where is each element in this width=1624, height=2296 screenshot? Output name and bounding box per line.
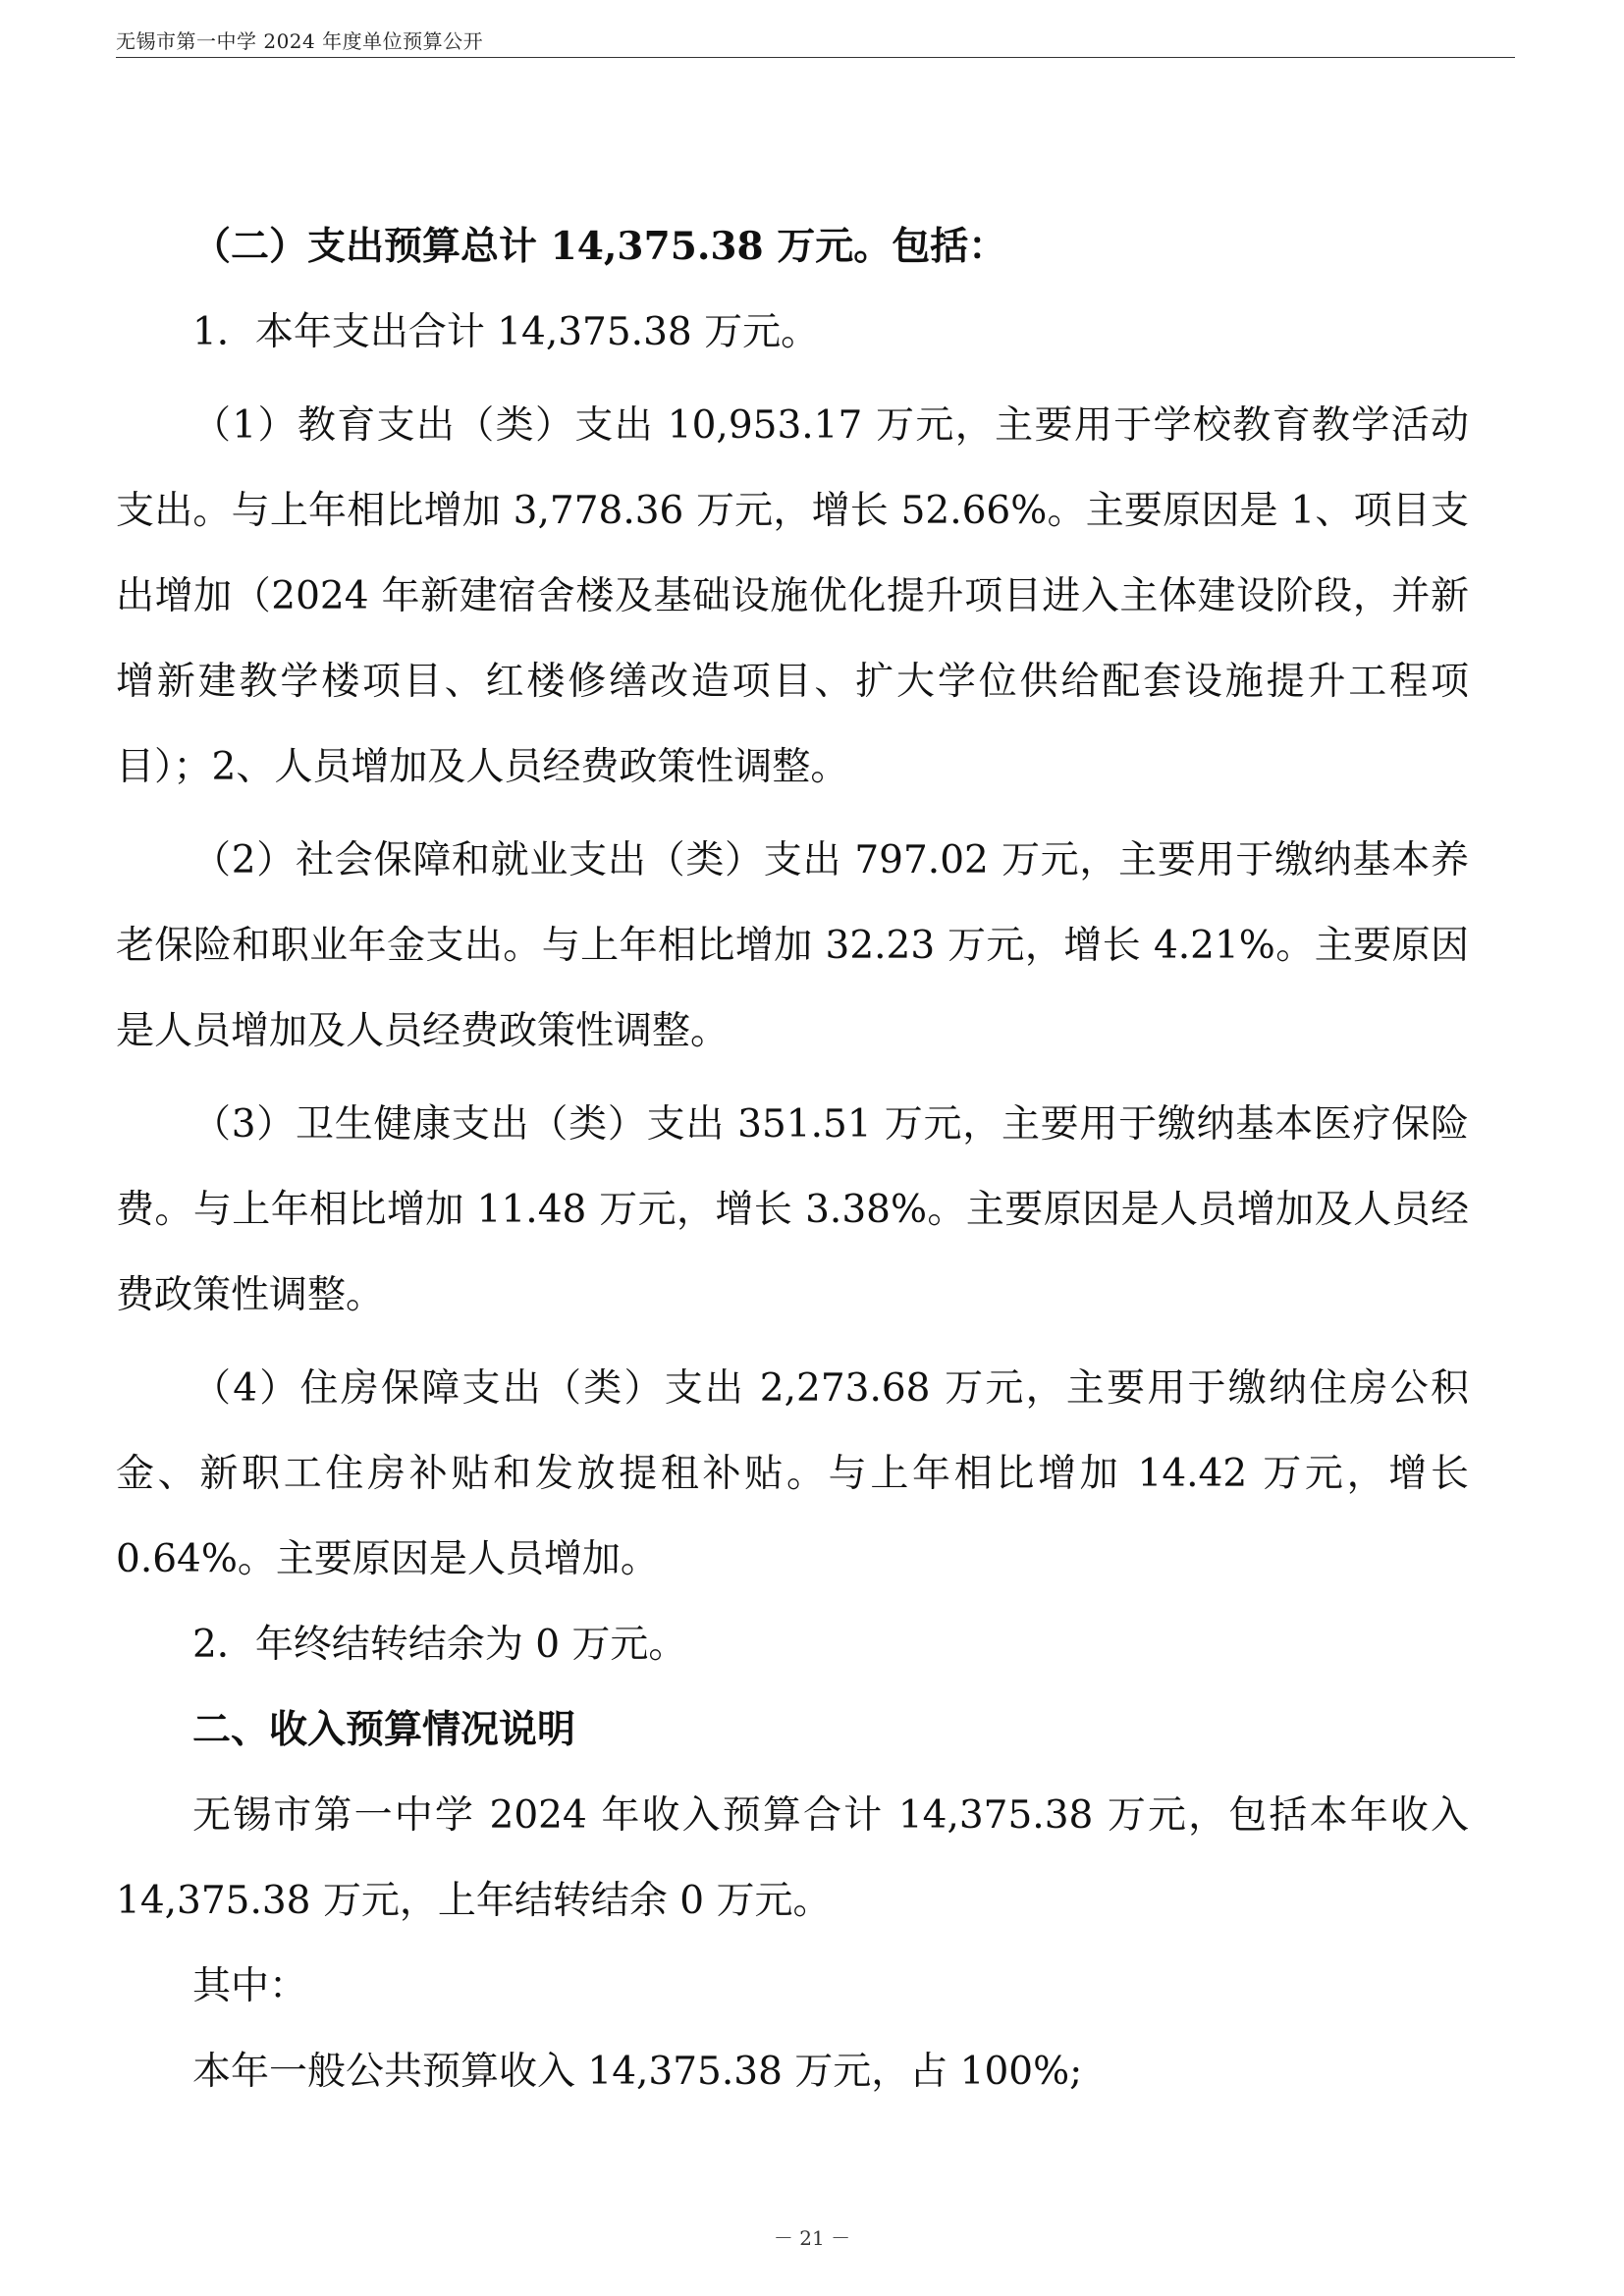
income-total: 无锡市第一中学 2024 年收入预算合计 14,375.38 万元，包括本年收入 14,375.38 万元，上年结转结余 0 万元。 — [116, 1793, 1469, 1923]
general-budget-income: 本年一般公共预算收入 14,375.38 万元，占 100%; — [192, 2050, 1083, 2094]
expenditure-total-heading: （二）支出预算总计 14,375.38 万元。包括： — [192, 224, 1007, 269]
page-number: － 21 － — [773, 2226, 851, 2250]
health-expenditure: （3）卫生健康支出（类）支出 351.51 万元，主要用于缴纳基本医疗保险费。与上年相比增加 11.48 万元，增长 3.38%。主要原因是人员增加及人员经费政策性调整。 — [116, 1102, 1469, 1317]
housing-expenditure: （4）住房保障支出（类）支出 2,273.68 万元，主要用于缴纳住房公积金、新职工住房补贴和发放提租补贴。与上年相比增加 14.42 万元，增长 0.64%。主要原因是人员增加。 — [116, 1366, 1469, 1581]
current-year-expenditure: 1．本年支出合计 14,375.38 万元。 — [192, 310, 820, 354]
body-text — [116, 204, 1469, 2114]
of-which-label: 其中： — [192, 1964, 308, 2008]
header-divider — [116, 57, 1515, 58]
income-section-heading: 二、收入预算情况说明 — [192, 1707, 576, 1752]
education-expenditure: （1）教育支出（类）支出 10,953.17 万元，主要用于学校教育教学活动支出。与上年相比增加 3,778.36 万元，增长 52.66%。主要原因是 1、项目支出增加（2024 年新建宿舍楼及基础设施优化提升项目进入主体建设阶段，并新增新建教学楼项目、红楼修缮改造项目、扩大学位供给配套设施提升工程项目）；2、人员增加及人员经费政策性调整。 — [116, 403, 1469, 789]
year-end-balance: 2．年终结转结余为 0 万元。 — [192, 1623, 687, 1667]
running-header: 无锡市第一中学 2024 年度单位预算公开 — [116, 29, 484, 53]
social-security-expenditure: （2）社会保障和就业支出（类）支出 797.02 万元，主要用于缴纳基本养老保险和职业年金支出。与上年相比增加 32.23 万元，增长 4.21%。主要原因是人员增加及人员经费政策性调整。 — [116, 838, 1469, 1053]
